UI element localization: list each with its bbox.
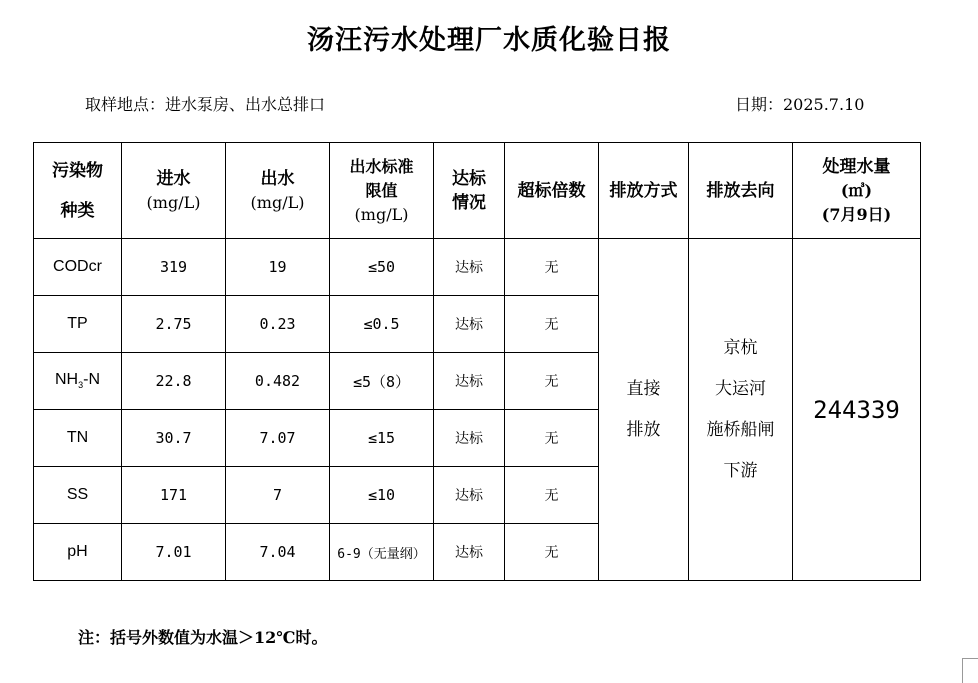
effluent-value: 0.482 — [226, 353, 330, 410]
compliance-status: 达标 — [434, 467, 505, 524]
limit-value: ≤5（8） — [330, 353, 434, 410]
water-quality-table — [33, 142, 921, 581]
pollutant-name: pH — [34, 524, 122, 581]
compliance-status: 达标 — [434, 410, 505, 467]
pollutant-name: TN — [34, 410, 122, 467]
influent-value: 22.8 — [122, 353, 226, 410]
header-volume: 处理水量 (㎥) (7月9日) — [793, 143, 921, 239]
header-pollutant: 污染物 种类 — [34, 143, 122, 239]
influent-value: 319 — [122, 239, 226, 296]
pollutant-name: $NH_3-N$ — [34, 353, 122, 410]
limit-value: ≤15 — [330, 410, 434, 467]
header-compliance: 达标 情况 — [434, 143, 505, 239]
limit-value: 6-9（无量纲） — [330, 524, 434, 581]
exceed-multiple: 无 — [505, 353, 599, 410]
pollutant-name: TP — [34, 296, 122, 353]
influent-value: 7.01 — [122, 524, 226, 581]
pollutant-name: CODcr — [34, 239, 122, 296]
pollutant-name: SS — [34, 467, 122, 524]
limit-value: ≤10 — [330, 467, 434, 524]
header-limit: 出水标准 限值 (mg/L) — [330, 143, 434, 239]
effluent-value: 7 — [226, 467, 330, 524]
table-header-row — [34, 143, 921, 239]
effluent-value: 7.07 — [226, 410, 330, 467]
limit-value: ≤0.5 — [330, 296, 434, 353]
report-date: 日期：2025.7.10 — [735, 95, 865, 114]
header-exceed: 超标倍数 — [505, 143, 599, 239]
header-discharge-dest: 排放去向 — [689, 143, 793, 239]
limit-value: ≤50 — [330, 239, 434, 296]
footnote: 注：括号外数值为水温＞12℃时。 — [78, 628, 328, 647]
table-row-codcr — [34, 239, 921, 296]
treated-volume: 244339 — [793, 239, 921, 581]
exceed-multiple: 无 — [505, 524, 599, 581]
header-effluent: 出水 (mg/L) — [226, 143, 330, 239]
page-corner-mark — [962, 658, 978, 683]
header-influent: 进水 (mg/L) — [122, 143, 226, 239]
header-discharge-mode: 排放方式 — [599, 143, 689, 239]
exceed-multiple: 无 — [505, 239, 599, 296]
compliance-status: 达标 — [434, 296, 505, 353]
compliance-status: 达标 — [434, 239, 505, 296]
effluent-value: 7.04 — [226, 524, 330, 581]
discharge-destination: 京杭 大运河 施桥船闸 下游 — [689, 239, 793, 581]
compliance-status: 达标 — [434, 524, 505, 581]
report-title: 汤汪污水处理厂水质化验日报 — [307, 25, 671, 56]
exceed-multiple: 无 — [505, 467, 599, 524]
influent-value: 2.75 — [122, 296, 226, 353]
influent-value: 171 — [122, 467, 226, 524]
sampling-location: 取样地点：进水泵房、出水总排口 — [85, 95, 326, 114]
exceed-multiple: 无 — [505, 410, 599, 467]
influent-value: 30.7 — [122, 410, 226, 467]
effluent-value: 0.23 — [226, 296, 330, 353]
effluent-value: 19 — [226, 239, 330, 296]
compliance-status: 达标 — [434, 353, 505, 410]
discharge-mode: 直接 排放 — [599, 239, 689, 581]
exceed-multiple: 无 — [505, 296, 599, 353]
